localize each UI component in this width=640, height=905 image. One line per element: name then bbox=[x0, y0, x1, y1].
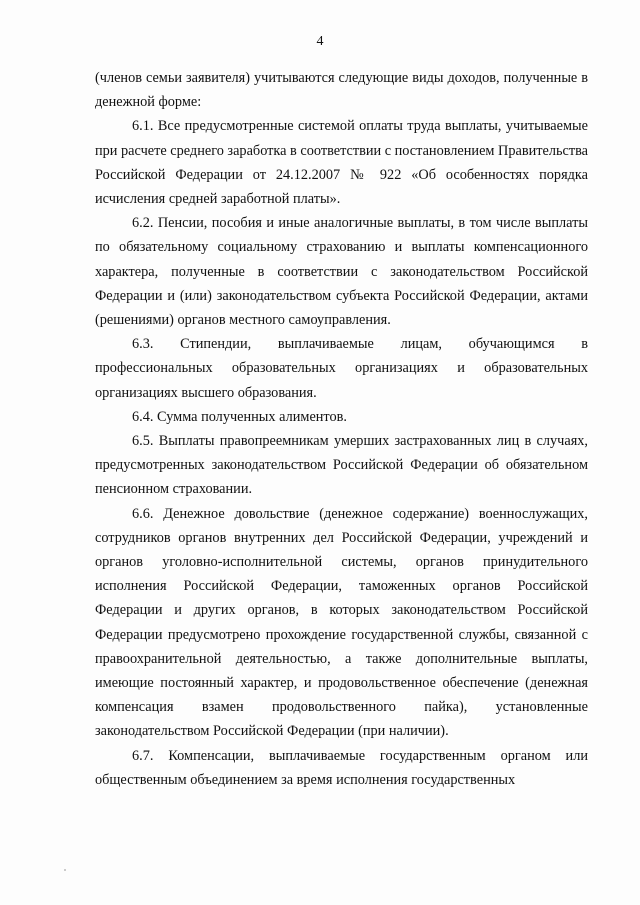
scan-artifact bbox=[64, 869, 66, 871]
paragraph-6-3: 6.3. Стипендии, выплачиваемые лицам, обучающимся в профессиональных образовательных организациях и образовательных организациях высшего образования. bbox=[95, 336, 588, 401]
paragraph-6-1: 6.1. Все предусмотренные системой оплаты труда выплаты, учитываемые при расчете среднего заработка в соответствии с постановлением Правительства Российской Федерации от 24.12.2007 № 922 «Об особенностях порядка исчисления средней заработной платы». bbox=[95, 118, 589, 208]
paragraph-intro: (членов семьи заявителя) учитываются следующие виды доходов, полученные в денежной форме: bbox=[95, 70, 588, 111]
document-body bbox=[95, 66, 588, 792]
page-number: 4 bbox=[316, 34, 324, 49]
paragraph-6-7: 6.7. Компенсации, выплачиваемые государственным органом или общественным объединением за время исполнения государственных bbox=[95, 747, 588, 788]
paragraph-6-6: 6.6. Денежное довольствие (денежное содержание) военнослужащих, сотрудников органов внутренних дел Российской Федерации, учреждений и органов уголовно-исполнительной системы, органов принудительного исполнения Российской Федерации, таможенных органов Российской Федерации и других органов, в которых законодательством Российской Федерации предусмотрено прохождение государственной службы, связанной с правоохранительной деятельностью, а также дополнительные выплаты, имеющие постоянный характер, и продовольственное обеспечение (денежная компенсация взамен продовольственного пайка), установленные законодательством Российской Федерации (при наличии). bbox=[95, 505, 588, 740]
paragraph-6-4: 6.4. Сумма полученных алиментов. bbox=[132, 408, 347, 425]
paragraph-6-2: 6.2. Пенсии, пособия и иные аналогичные выплаты, в том числе выплаты по обязательному социальному страхованию и выплаты компенсационного характера, полученные в соответствии с законодательством Российской Федерации и (или) законодательством субъекта Российской Федерации, актами (решениями) органов местного самоуправления. bbox=[95, 215, 588, 329]
paragraph-6-5: 6.5. Выплаты правопреемникам умерших застрахованных лиц в случаях, предусмотренных законодательством Российской Федерации об обязательном пенсионном страховании. bbox=[95, 433, 588, 498]
